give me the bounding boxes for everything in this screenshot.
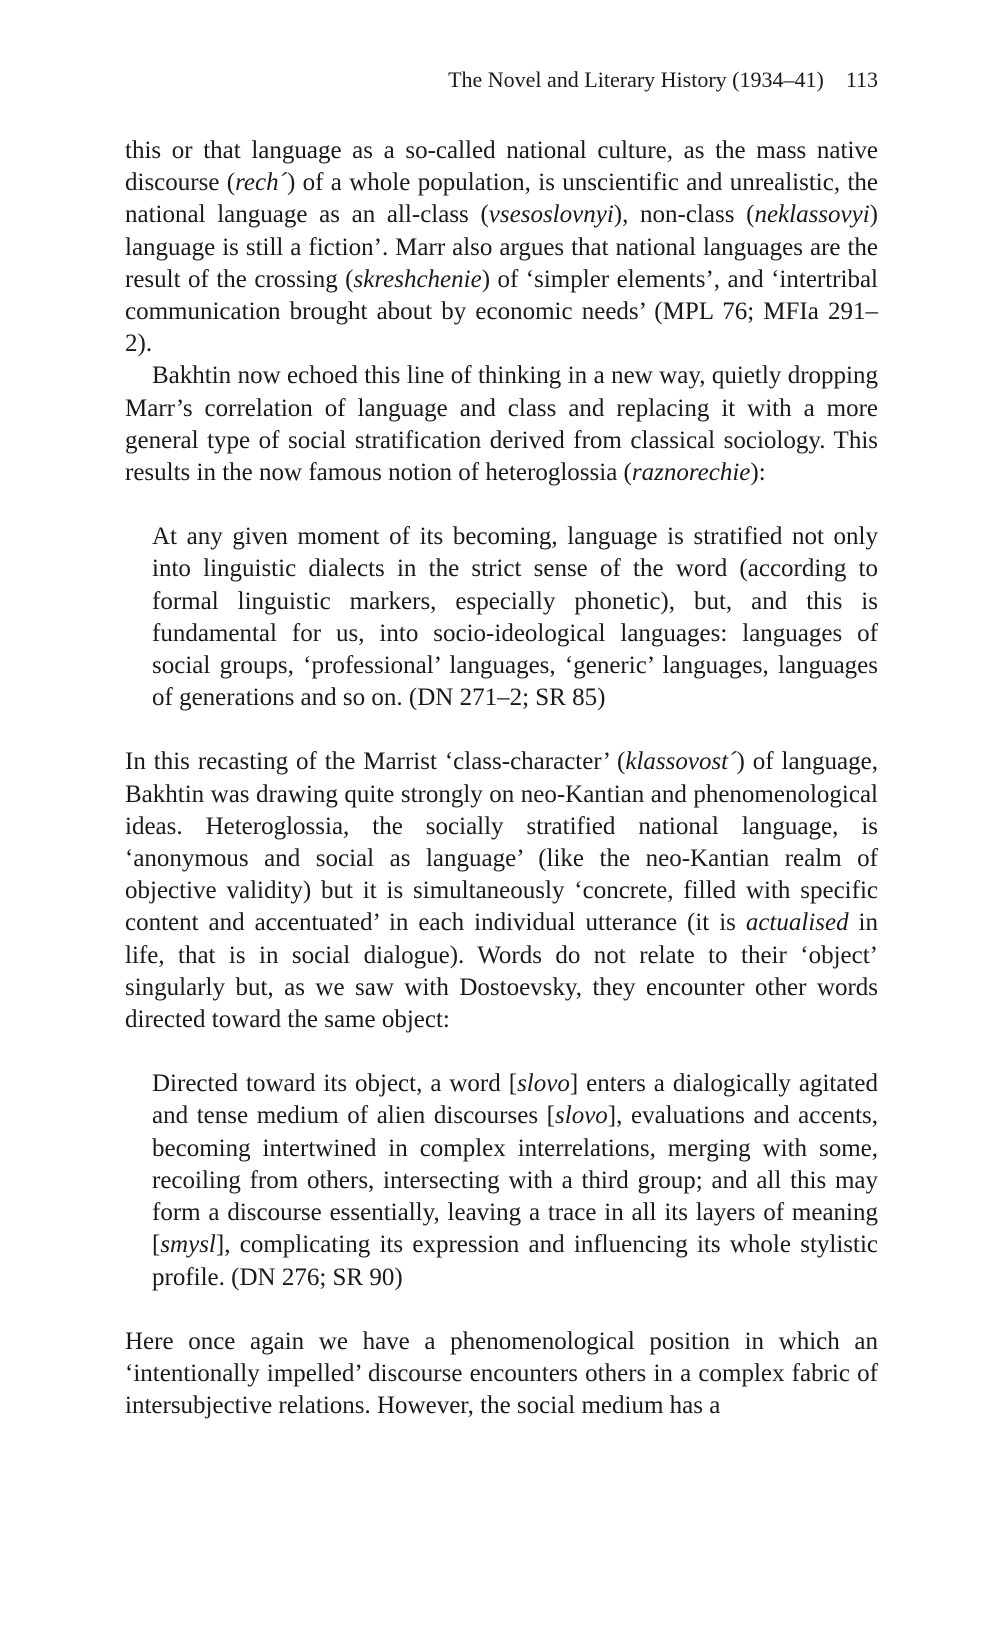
body-paragraph [125, 1326, 878, 1423]
text-run: ), non-class ( [613, 201, 755, 229]
body-paragraph [125, 135, 878, 360]
text-run: ) of language, Bakhtin was drawing quite strongly on neo-Kantian and phenomenological ideas. Heteroglossia, the socially stratified national language, is ‘anonymous and social as language’ (like the neo-Kantian realm of objective validity) but it is simultaneously ‘concrete, filled with specific content and accentuated’ in each individual utterance (it is [125, 748, 878, 937]
text-run: ) of a whole population, is unscientific and unrealistic, the national language as an all-class ( [125, 169, 878, 229]
page-body [125, 135, 878, 1422]
running-title: The Novel and Literary History (1934–41) [448, 67, 824, 92]
text-run: ) of ‘simpler elements’, and ‘intertribal communication brought about by economic needs’ (MPL 76; MFIa 291–2). [125, 265, 878, 358]
italic-term: actualised [745, 909, 849, 937]
text-run: Here once again we have a phenomenological position in which an ‘intentionally impelled’ discourse encounters others in a complex fabric of intersubjective relations. However, the social medium has a [125, 1327, 878, 1420]
text-run: ], evaluations and accents, becoming intertwined in complex interrelations, merging with some, recoiling from others, intersecting with a third group; and all this may form a discourse essentially, leaving a trace in all its layers of meaning [ [152, 1102, 878, 1259]
running-head [125, 64, 878, 96]
italic-term: raznorechie [631, 459, 751, 487]
text-run: Directed toward its object, a word [ [152, 1070, 518, 1098]
text-run: Bakhtin now echoed this line of thinking in a new way, quietly dropping Marr’s correlation of language and class and replacing it with a more general type of social stratification derived from classical sociology. This results in the now famous notion of heteroglossia ( [125, 362, 878, 487]
text-run: ): [750, 459, 766, 487]
italic-term: rech´ [235, 169, 287, 197]
text-run: this or that language as a so-called national culture, as the mass native discourse ( [125, 137, 878, 197]
italic-term: klassovost´ [625, 748, 737, 776]
body-paragraph [125, 746, 878, 1036]
text-run: ] enters a dialogically agitated and tense medium of alien discourses [ [152, 1070, 878, 1130]
italic-term: slovo [555, 1102, 608, 1130]
italic-term: slovo [517, 1070, 570, 1098]
italic-term: vsesoslovnyi [488, 201, 614, 229]
italic-term: skreshchenie [353, 265, 482, 293]
page-number: 113 [845, 67, 878, 92]
body-paragraph [125, 360, 878, 489]
italic-term: neklassovyi [754, 201, 870, 229]
text-run: At any given moment of its becoming, language is stratified not only into linguistic dialects in the strict sense of the word (according to formal linguistic markers, especially phonetic), but, and this is fundamental for us, into socio-ideological languages: languages of social groups, ‘professional’ languages, ‘generic’ languages, languages of generations and so on. (DN 271–2; SR 85) [152, 523, 878, 712]
italic-term: smysl [160, 1231, 216, 1259]
text-run: ) language is still a fiction’. Marr also argues that national languages are the result of the crossing ( [125, 201, 878, 293]
block-quote [152, 521, 878, 714]
text-run: In this recasting of the Marrist ‘class-character’ ( [125, 748, 626, 776]
text-run: ], complicating its expression and influencing its whole stylistic profile. (DN 276; SR 90) [152, 1231, 878, 1291]
block-quote [152, 1068, 878, 1293]
text-run: in life, that is in social dialogue). Words do not relate to their ‘object’ singularly but, as we saw with Dostoevsky, they encounter other words directed toward the same object: [125, 909, 878, 1034]
